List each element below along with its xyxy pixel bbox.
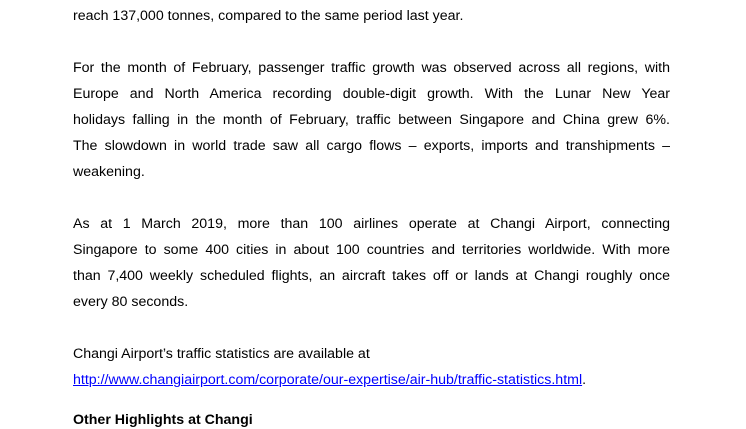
paragraph-text-line: As at 1 March 2019, more than 100 airlines operate at Changi Airport, connecting bbox=[73, 216, 670, 232]
paragraph-text-line: Europe and North America recording double-digit growth. With the Lunar New Year bbox=[73, 86, 670, 102]
paragraph-text-line: For the month of February, passenger traffic growth was observed across all regions, with bbox=[73, 60, 670, 76]
paragraph-text-line: The slowdown in world trade saw all cargo flows – exports, imports and transhipments – bbox=[73, 138, 670, 154]
traffic-statistics-line bbox=[73, 372, 670, 389]
paragraph-text-line: Changi Airport’s traffic statistics are available at bbox=[73, 346, 370, 362]
paragraph-text-line: Singapore to some 400 cities in about 100 countries and territories worldwide. With more bbox=[73, 242, 670, 258]
link-suffix: . bbox=[582, 372, 587, 388]
section-heading: Other Highlights at Changi bbox=[73, 412, 253, 428]
paragraph-text-line: every 80 seconds. bbox=[73, 294, 189, 310]
paragraph-text-line: reach 137,000 tonnes, compared to the same period last year. bbox=[73, 8, 464, 24]
paragraph-text-line: than 7,400 weekly scheduled flights, an aircraft takes off or lands at Changi roughly once bbox=[73, 268, 670, 284]
paragraph-text-line: holidays falling in the month of February, traffic between Singapore and China grew 6%. bbox=[73, 112, 670, 128]
traffic-statistics-link[interactable]: http://www.changiairport.com/corporate/our-expertise/air-hub/traffic-statistics.html bbox=[73, 372, 583, 388]
paragraph-text-line: weakening. bbox=[73, 164, 145, 180]
